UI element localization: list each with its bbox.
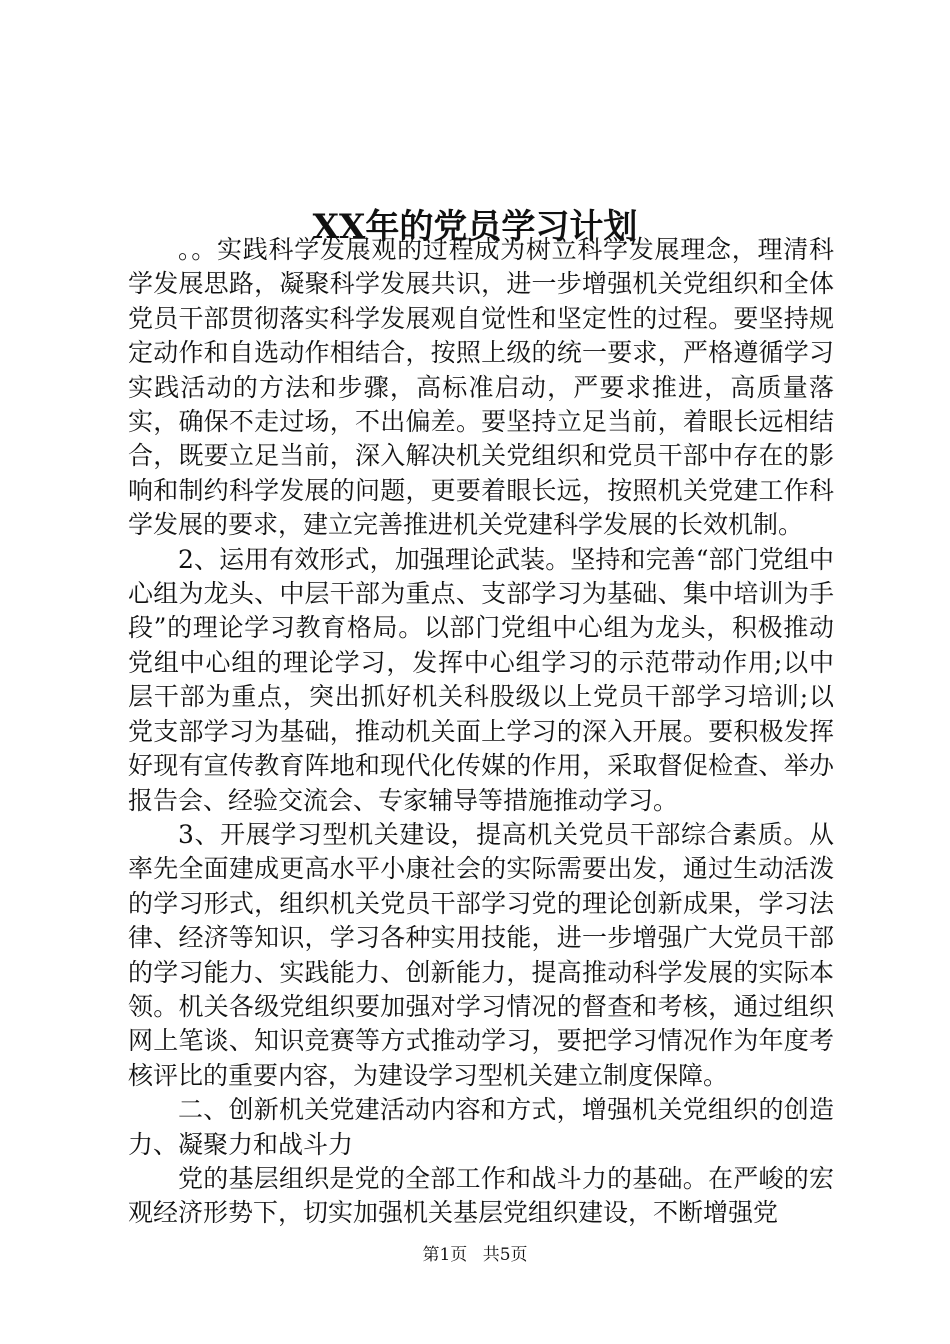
paragraph-item-3: 3、开展学习型机关建设，提高机关党员干部综合素质。从率先全面建成更高水平小康社会的实际需要出发，通过生动活泼的学习形式，组织机关党员干部学习党的理论创新成果，学习法律、经济等知识，学习各种实用技能，进一步增强广大党员干部的学习能力、实践能力、创新能力，提高推动科学发展的实际本领。机关各级党组织要加强对学习情况的督查和考核，通过组织网上笔谈、知识竞赛等方式推动学习，要把学习情况作为年度考核评比的重要内容，为建设学习型机关建立制度保障。 (128, 819, 834, 1090)
paragraph-item-2: 2、运用有效形式，加强理论武装。坚持和完善“部门党组中心组为龙头、中层干部为重点、支部学习为基础、集中培训为手段”的理论学习教育格局。以部门党组中心组为龙头，积极推动党组中心组的理论学习，发挥中心组学习的示范带动作用;以中层干部为重点，突出抓好机关科股级以上党员干部学习培训;以党支部学习为基础，推动机关面上学习的深入开展。要积极发挥好现有宣传教育阵地和现代化传媒的作用，采取督促检查、举办报告会、经验交流会、专家辅导等措施推动学习。 (128, 544, 834, 815)
paragraph-intro: 。。实践科学发展观的过程成为树立科学发展理念，理清科学发展思路，凝聚科学发展共识，进一步增强机关党组织和全体党员干部贯彻落实科学发展观自觉性和坚定性的过程。要坚持规定动作和自选动作相结合，按照上级的统一要求，严格遵循学习实践活动的方法和步骤，高标准启动，严要求推进，高质量落实，确保不走过场，不出偏差。要坚持立足当前，着眼长远相结合，既要立足当前，深入解决机关党组织和党员干部中存在的影响和制约科学发展的问题，更要着眼长远，按照机关党建工作科学发展的要求，建立完善推进机关党建科学发展的长效机制。 (128, 235, 834, 540)
document-title: XX年的党员学习计划 (312, 206, 638, 247)
total-pages: 共5页 (482, 1245, 528, 1265)
page-number: 第1页 (422, 1245, 468, 1265)
section-heading-2: 二、创新机关党建活动内容和方式，增强机关党组织的创造力、凝聚力和战斗力 (128, 1095, 834, 1159)
document-body (128, 233, 834, 1231)
paragraph-section-2: 党的基层组织是党的全部工作和战斗力的基础。在严峻的宏观经济形势下，切实加强机关基层党组织建设，不断增强党 (128, 1163, 834, 1228)
page-footer (0, 1243, 950, 1267)
